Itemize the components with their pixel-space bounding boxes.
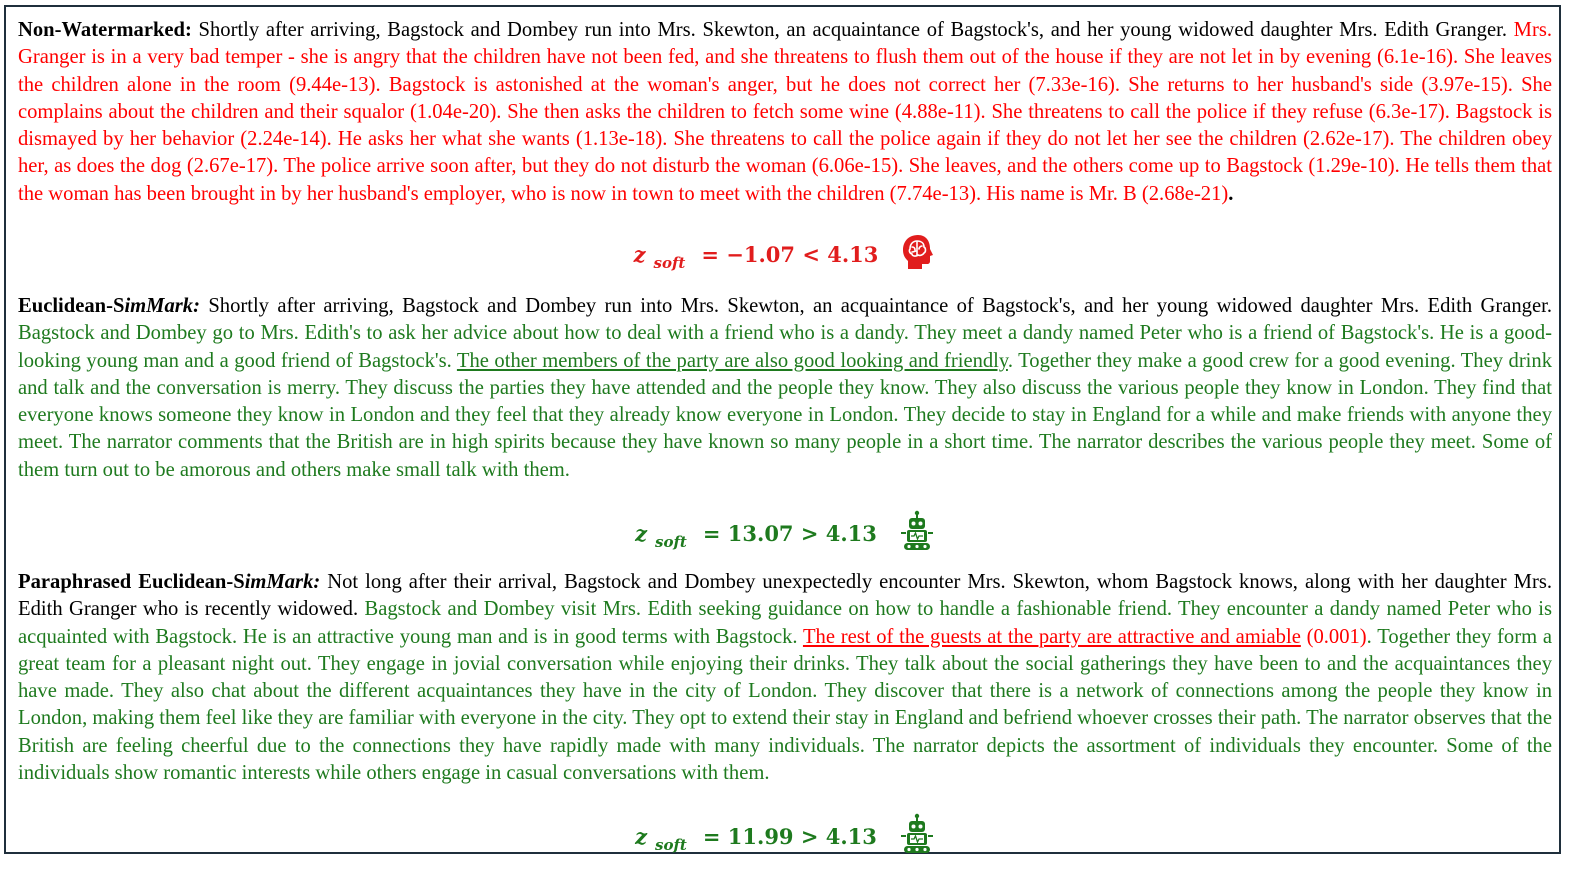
z-variable: z — [633, 242, 646, 267]
section-paraphrased-euclidean-simmark — [18, 569, 1552, 854]
z-score-line — [18, 510, 1552, 550]
sentence-score: (0.001) — [1300, 625, 1367, 648]
section-label: Non-Watermarked: — [18, 19, 192, 41]
z-score-line — [18, 233, 1552, 273]
prompt-text: Not long after their arrival, Bagstock and Dombey unexpectedly encounter Mrs. Skewton, whom Bagstock knows, along with her daughter Mrs. Edith Granger who is recently widowed. — [18, 571, 1552, 621]
end-punct: . — [1228, 182, 1234, 205]
section-label-prefix: Euclidean-S — [18, 295, 125, 317]
section-non-watermarked — [18, 17, 1552, 272]
section-label-prefix: Paraphrased Euclidean-S — [18, 571, 245, 593]
completion-text-a: Bagstock and Dombey visit Mrs. Edith seeking guidance on how to handle a fashionable friend. They encounter a dandy named Peter who is acquainted with Bagstock. He is an attractive young man and is in good terms with Bagstock. — [18, 598, 1552, 648]
figure-frame — [4, 5, 1561, 854]
completion-text: Mrs. Granger is in a very bad temper - she is angry that the children have not been fed, and she threatens to flush them out of the house if they are not let in by evening (6.1e-16). She leaves the children alone in the room (9.44e-13). Bagstock is astonished at the woman's anger, but he does not correct her (7.33e-16). She returns to her husband's side (3.97e-15). She complains about the children and their squalor (1.04e-20). She then asks the children to fetch some wine (4.88e-11). She threatens to call the police if they refuse (6.3e-17). Bagstock is dismayed by her behavior (2.24e-14). He asks her what she wants (1.13e-18). She threatens to call the police again if they do not let her see the children (2.62e-17). The children obey her, as does the dog (2.67e-17). The police arrive soon after, but they do not disturb the woman (6.06e-15). She leaves, and the others come up to Bagstock (1.29e-10). He tells them that the woman has been brought in by her husband's employer, who is now in town to meet with the children (7.74e-13). His name is Mr. B (2.68e-21) — [18, 19, 1552, 205]
paragraph — [18, 569, 1552, 787]
underlined-sentence: The rest of the guests at the party are attractive and amiable — [802, 625, 1301, 648]
underlined-sentence: The other members of the party are also good looking and friendly — [456, 349, 1008, 372]
completion-text-b: . Together they make a good crew for a good evening. They drink and talk and the conversation is merry. They discuss the parties they have attended and the people they know. They also discuss the various people they know in London. They find that everyone knows someone they know in London and they feel that they already know everyone in London. They decide to stay in England for a while and make friends with anyone they meet. The narrator comments that the British are in high spirits because they have known so many people in a short time. The narrator describes the various people they meet. Some of them turn out to be amorous and others make small talk with them. — [18, 349, 1552, 481]
z-variable: z — [635, 824, 648, 849]
prompt-text: Shortly after arriving, Bagstock and Dombey run into Mrs. Skewton, an acquaintance of Bagstock's, and her young widowed daughter Mrs. Edith Granger. — [199, 295, 1552, 317]
section-label-italic: imMark: — [244, 571, 321, 593]
z-subscript: soft — [653, 253, 686, 272]
paragraph — [18, 17, 1552, 208]
completion-text-b: . Together they form a great team for a pleasant night out. They engage in jovial conversation while enjoying their drinks. They talk about the social gatherings they have been to and the acquaintances they have made. They also chat about the different acquaintances they have in the city of London. They discover that there is a network of connections among the people they know in London, making them feel like they are familiar with everyone in the city. They opt to extend their stay in England and befriend whoever crosses their path. The narrator observes that the British are feeling cheerful due to the connections they have rapidly made with many individuals. The narrator depicts the assortment of individuals they encounter. Some of the individuals show romantic interests while others engage in casual conversations with them. — [18, 625, 1552, 785]
robot-icon — [899, 813, 935, 860]
section-label-italic: imMark: — [124, 295, 200, 317]
z-score-value: = 13.07 > 4.13 — [702, 521, 877, 546]
z-score-value: = −1.07 < 4.13 — [701, 242, 879, 267]
completion-text-a: Bagstock and Dombey go to Mrs. Edith's to ask her advice about how to deal with a friend who is a dandy. They meet a dandy named Peter who is a friend of Bagstock's. He is a good-looking young man and a good friend of Bagstock's. — [18, 322, 1552, 372]
paragraph — [18, 293, 1552, 484]
prompt-text: Shortly after arriving, Bagstock and Dombey run into Mrs. Skewton, an acquaintance of Bagstock's, and her young widowed daughter Mrs. Edith Granger. — [191, 19, 1514, 41]
z-subscript: soft — [655, 835, 687, 854]
human-brain-icon — [900, 233, 936, 276]
z-score-value: = 11.99 > 4.13 — [702, 824, 877, 849]
z-subscript: soft — [655, 532, 687, 551]
robot-icon — [899, 510, 935, 557]
section-euclidean-simmark — [18, 293, 1552, 551]
z-score-line — [18, 813, 1552, 853]
z-variable: z — [635, 521, 648, 546]
